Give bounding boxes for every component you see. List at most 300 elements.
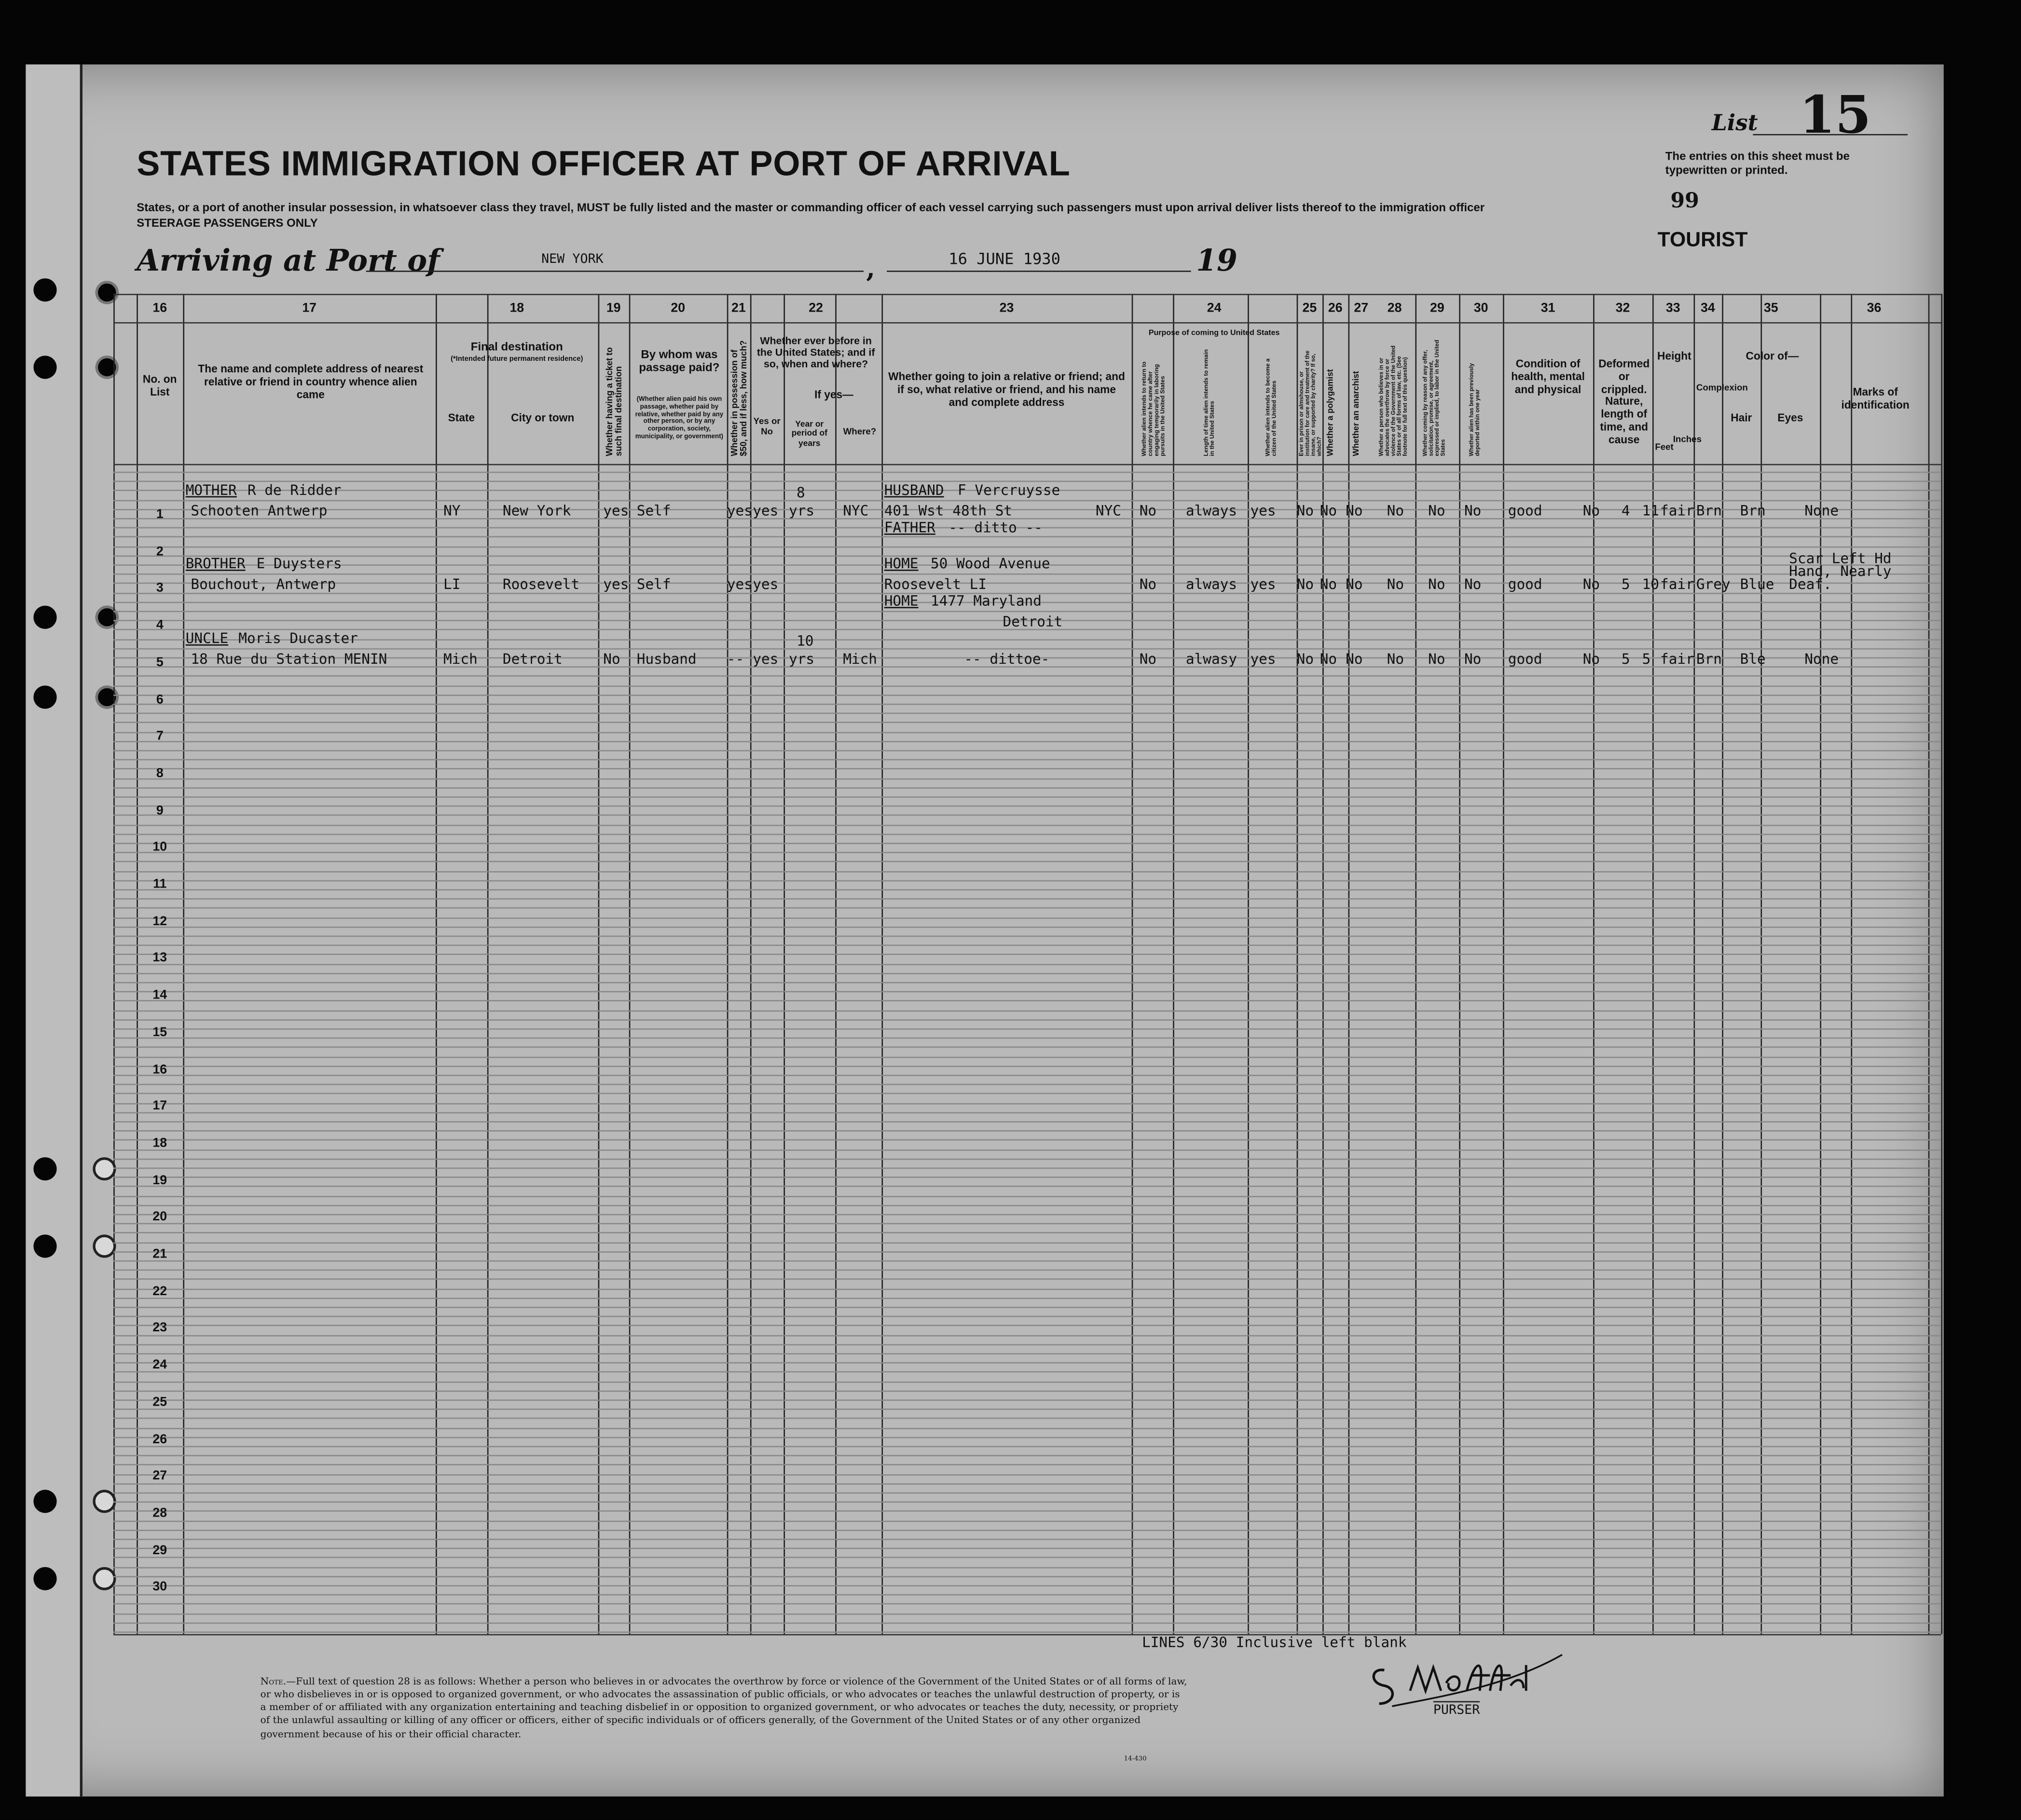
- row-number: 15: [152, 1026, 167, 1040]
- height-inches: 11: [1642, 502, 1660, 520]
- join-relationship: HOME: [884, 593, 919, 610]
- ruled-line: [113, 843, 1941, 844]
- ruled-line: [113, 1372, 1941, 1373]
- money-value: yes: [727, 502, 753, 520]
- height-inches: 10: [1642, 576, 1660, 593]
- ruled-line: [113, 1362, 1941, 1364]
- ruled-line: [113, 1344, 1941, 1345]
- passage-paid-by: Self: [636, 576, 671, 593]
- join-relationship: HUSBAND: [884, 482, 944, 499]
- money-value: yes: [727, 576, 753, 593]
- polygamist-value: No: [1320, 576, 1337, 593]
- row-number: 2: [156, 545, 164, 559]
- ruled-line: [113, 1066, 1941, 1067]
- header-hair: Hair: [1731, 411, 1752, 424]
- ruled-line: [113, 1325, 1941, 1327]
- header-city: City or town: [511, 411, 575, 424]
- ruled-line: [113, 1149, 1941, 1150]
- ruled-line: [113, 1186, 1941, 1188]
- join-name: 50 Wood Avenue: [930, 556, 1050, 573]
- typewritten-instruction: The entries on this sheet must be typewritten or printed.: [1665, 149, 1850, 177]
- complexion-value: fair: [1660, 502, 1694, 520]
- column-number-27: 27: [1354, 301, 1369, 316]
- ruled-line: [113, 815, 1941, 816]
- ruled-line: [113, 889, 1941, 890]
- deformed-value: No: [1582, 576, 1600, 593]
- header-color: Color of—: [1746, 349, 1799, 362]
- ruled-line: [113, 1214, 1941, 1216]
- ruled-line: [113, 1121, 1941, 1122]
- ruled-line: [113, 1316, 1941, 1317]
- ruled-line: [113, 1251, 1941, 1253]
- ruled-line: [113, 1631, 1941, 1633]
- header-ticket: Whether having a ticket to such final destination: [605, 347, 624, 456]
- page-title: STATES IMMIGRATION OFFICER AT PORT OF ARRIVAL: [137, 144, 1071, 183]
- join-city: NYC: [1095, 502, 1121, 520]
- ruled-line: [113, 1288, 1941, 1290]
- header-height: Height: [1657, 349, 1691, 362]
- column-number-18: 18: [509, 301, 524, 316]
- binder-hole: [33, 278, 56, 301]
- ruled-line: [113, 750, 1941, 752]
- column-number-23: 23: [999, 301, 1014, 316]
- identification-marks: Scar Left Hd: [1789, 550, 1892, 568]
- ruled-line: [113, 796, 1941, 798]
- column-number-16: 16: [152, 301, 167, 316]
- ruled-line: [113, 1112, 1941, 1113]
- join-address: Detroit: [1003, 613, 1063, 630]
- deported-value: No: [1464, 650, 1482, 668]
- column-number-25: 25: [1302, 301, 1317, 316]
- join-name: F Vercruysse: [957, 482, 1060, 499]
- relative-address: Schooten Antwerp: [191, 502, 328, 520]
- header-instructions: States, or a port of another insular possession, in whatsoever class they travel, MUST be fully listed and the master or commanding officer of each vessel carrying such passengers must upon arrival deliver lists thereof to the immigration officer: [137, 201, 1485, 214]
- ruled-line: [113, 1474, 1941, 1475]
- eye-color: Brn: [1740, 502, 1766, 520]
- length-of-stay: always: [1185, 576, 1237, 593]
- ruled-line: [113, 880, 1941, 881]
- ruled-line: [113, 741, 1941, 742]
- ruled-line: [113, 1307, 1941, 1308]
- join-address: Roosevelt LI: [884, 576, 987, 593]
- intends-return: No: [1139, 650, 1157, 668]
- relative-relationship: MOTHER: [185, 482, 237, 499]
- ruled-line: [113, 1399, 1941, 1401]
- destination-city: Roosevelt: [502, 576, 580, 593]
- complexion-value: fair: [1660, 576, 1694, 593]
- ruled-line: [113, 1585, 1941, 1587]
- row-number: 4: [156, 618, 164, 633]
- column-number-30: 30: [1473, 301, 1488, 316]
- row-number: 10: [152, 840, 167, 855]
- row-number: 3: [156, 581, 164, 596]
- ruled-line: [113, 1353, 1941, 1355]
- ruled-line: [113, 963, 1941, 965]
- ruled-line: [113, 945, 1941, 946]
- ruled-line: [113, 1390, 1941, 1392]
- ruled-line: [113, 676, 1941, 677]
- ruled-line: [113, 871, 1941, 872]
- ruled-line: [113, 1279, 1941, 1280]
- ruled-line: [113, 1232, 1941, 1234]
- ruled-line: [113, 694, 1941, 696]
- ruled-line: [113, 1622, 1941, 1624]
- purser-title: PURSER: [1433, 1701, 1480, 1718]
- health-value: good: [1508, 502, 1542, 520]
- column-number-29: 29: [1430, 301, 1444, 316]
- column-number-36: 36: [1867, 301, 1882, 316]
- ruled-line: [113, 1381, 1941, 1382]
- destination-city: Detroit: [502, 650, 563, 668]
- row-number: 21: [152, 1247, 167, 1262]
- header-passage-paid: By whom was passage paid?: [639, 348, 720, 374]
- ruled-line: [113, 1167, 1941, 1169]
- ruled-line: [113, 713, 1941, 714]
- header-eyes: Eyes: [1777, 411, 1803, 424]
- header-yes-no: Yes or No: [753, 417, 781, 437]
- row-number: 9: [156, 803, 164, 818]
- passage-paid-by: Husband: [636, 650, 697, 668]
- ruled-line: [113, 1464, 1941, 1466]
- row-number: 26: [152, 1432, 167, 1447]
- anarchist-value: No: [1346, 576, 1363, 593]
- join-name: 1477 Maryland: [930, 593, 1042, 610]
- ruled-line: [113, 546, 1941, 547]
- passage-paid-by: Self: [636, 502, 671, 520]
- ruled-line: [113, 1204, 1941, 1206]
- ruled-line: [113, 1242, 1941, 1243]
- list-underline: [1753, 134, 1908, 136]
- ruled-line: [113, 1158, 1941, 1160]
- column-number-28: 28: [1387, 301, 1402, 316]
- ruled-line: [113, 1594, 1941, 1596]
- destination-state: Mich: [443, 650, 478, 668]
- ruled-line: [113, 574, 1941, 575]
- join-relationship: HOME: [884, 556, 919, 573]
- header-purpose-length: Length of time alien intends to remain in the United States: [1202, 349, 1215, 456]
- polygamist-value: No: [1320, 650, 1337, 668]
- row-number: 11: [153, 877, 167, 892]
- eye-color: Ble: [1740, 650, 1766, 668]
- row-number: 1: [156, 507, 164, 522]
- identification-marks: None: [1804, 502, 1839, 520]
- column-number-22: 22: [809, 301, 823, 316]
- ruled-line: [113, 499, 1941, 501]
- ruled-line: [113, 1038, 1941, 1039]
- deported-value: No: [1464, 576, 1482, 593]
- row-number: 17: [152, 1099, 167, 1114]
- header-health: Condition of health, mental and physical: [1511, 357, 1585, 395]
- deported-value: No: [1464, 502, 1482, 520]
- intends-return: No: [1139, 576, 1157, 593]
- header-prison: Ever in prison or almshouse, or institution for care and treatment of the insane, or supported by charity? If so, which?: [1298, 350, 1322, 456]
- column-number-32: 32: [1615, 301, 1630, 316]
- ruled-line: [113, 536, 1941, 538]
- intends-citizen: yes: [1250, 576, 1276, 593]
- ruled-line: [113, 1548, 1941, 1549]
- been-before: yes: [753, 650, 779, 668]
- relative-name: E Duysters: [256, 556, 342, 573]
- ruled-line: [113, 1557, 1941, 1559]
- class-stamp: TOURIST: [1657, 229, 1748, 251]
- blank-lines-note: LINES 6/30 Inclusive left blank: [1142, 1634, 1407, 1651]
- intends-return: No: [1139, 502, 1157, 520]
- been-before: yes: [753, 502, 779, 520]
- ruled-line: [113, 834, 1941, 835]
- binder-hole: [33, 1157, 56, 1180]
- header-before-us: Whether ever before in the United States; and if so, when and where?: [756, 335, 875, 370]
- binder-hole: [93, 1490, 116, 1513]
- ruled-line: [113, 1483, 1941, 1484]
- ruled-line: [113, 806, 1941, 807]
- ruled-line: [113, 1084, 1941, 1085]
- prison-value: No: [1296, 576, 1314, 593]
- ruled-line: [113, 1446, 1941, 1448]
- ruled-line: [113, 852, 1941, 853]
- ruled-line: [113, 1094, 1941, 1095]
- header-overthrow: Whether a person who believes in or advocates the overthrow by force or violence of the Government of the United States or of all forms of law, etc. (See footnote for full text of this question): [1377, 345, 1408, 456]
- years-unit: yrs: [789, 502, 815, 520]
- ruled-line: [113, 1539, 1941, 1540]
- binder-hole: [93, 1234, 116, 1258]
- header-passage-note: (Whether alien paid his own passage, whether paid by relative, whether paid by any other person, or by any corporation, society, municipality, or government): [635, 396, 724, 441]
- years-count: 10: [797, 632, 814, 649]
- ruled-line: [113, 768, 1941, 770]
- ruled-line: [113, 862, 1941, 863]
- hair-color: Grey: [1696, 576, 1731, 593]
- ruled-line: [113, 1195, 1941, 1197]
- height-feet: 5: [1621, 576, 1630, 593]
- date-underline: [887, 271, 1191, 272]
- row-number: 16: [152, 1062, 167, 1077]
- header-state: State: [448, 411, 475, 424]
- height-feet: 4: [1621, 502, 1630, 520]
- header-deported: Whether alien has been previously deported within one year: [1468, 363, 1481, 456]
- header-money: Whether in possession of $50, and if less, how much?: [730, 340, 749, 456]
- ruled-line: [113, 1019, 1941, 1021]
- ruled-line: [113, 1520, 1941, 1521]
- column-number-24: 24: [1207, 301, 1222, 316]
- anarchist-value: No: [1346, 650, 1363, 668]
- complexion-value: fair: [1660, 650, 1694, 668]
- ruled-line: [113, 1223, 1941, 1225]
- years-count: 8: [797, 484, 805, 502]
- column-number-33: 33: [1665, 301, 1680, 316]
- comma: ,: [866, 252, 875, 284]
- polygamist-value: No: [1320, 502, 1337, 520]
- relative-address: 18 Rue du Station MENIN: [191, 650, 387, 668]
- header-polygamist: Whether a polygamist: [1326, 369, 1335, 456]
- header-deformed: Deformed or crippled. Nature, length of time, and cause: [1598, 357, 1650, 446]
- ruled-line: [113, 917, 1941, 918]
- header-feet: Feet: [1655, 443, 1674, 452]
- ruled-line: [113, 982, 1941, 984]
- ruled-line: [113, 778, 1941, 780]
- join-address: 401 Wst 48th St: [884, 502, 1013, 520]
- ruled-line: [113, 722, 1941, 724]
- length-of-stay: alwasy: [1185, 650, 1237, 668]
- binder-hole: [33, 1567, 56, 1590]
- row-number: 22: [152, 1284, 167, 1299]
- column-number-26: 26: [1328, 301, 1343, 316]
- ruled-line: [113, 1604, 1941, 1605]
- manifest-table: [113, 294, 1941, 1634]
- ruled-line: [113, 1028, 1941, 1030]
- join-relationship: FATHER: [884, 519, 935, 536]
- intends-citizen: yes: [1250, 502, 1276, 520]
- deformed-value: No: [1582, 502, 1600, 520]
- header-destination-note: (*Intended future permanent residence): [451, 356, 583, 364]
- row-number: 18: [152, 1136, 167, 1151]
- ruled-line: [113, 639, 1941, 640]
- row-number: 5: [156, 656, 164, 670]
- previous-where: Mich: [843, 650, 878, 668]
- row-number: 29: [152, 1543, 167, 1558]
- binder-hole: [33, 685, 56, 709]
- header-year-period: Year or period of years: [791, 420, 827, 449]
- ticket-value: No: [603, 650, 620, 668]
- row-number: 8: [156, 766, 164, 781]
- footnote-text: —Full text of question 28 is as follows: Whether a person who believes in or advocates the overthrow by force or violence of the Government of the United States or of all forms of law, or who disbelieves in or is opposed to organized government, or who advocates the assassination of public officials, or who advocates or teaches the unlawful destruction of property, or is a member of or affiliated with any organization entertaining and teaching disbelief in or opposition to organized government, or who advocates or teaches the duty, necessity, or propriety of the unlawful assaulting or killing of any officer or officers, either of specific individuals or of officers generally, of the Government of the United States or of any other organized government because of his or their official character.: [260, 1675, 1187, 1739]
- header-rule: [113, 464, 1941, 465]
- port-value: NEW YORK: [541, 252, 604, 267]
- header-purpose-citizen: Whether alien intends to become a citizen of the United States: [1264, 358, 1278, 456]
- ruled-line: [113, 1530, 1941, 1531]
- column-number-35: 35: [1763, 301, 1778, 316]
- ruled-line: [113, 1437, 1941, 1438]
- header-join-relative: Whether going to join a relative or friend; and if so, what relative or friend, and his name and complete address: [888, 369, 1125, 408]
- binder-hole: [33, 1490, 56, 1513]
- ruled-line: [113, 926, 1941, 928]
- identification-marks-2: Hand, Nearly: [1789, 563, 1892, 581]
- ruled-line: [113, 685, 1941, 686]
- header-nearest-relative: The name and complete address of nearest relative or friend in country whence alien came: [198, 362, 424, 400]
- relative-name: Moris Ducaster: [238, 629, 358, 647]
- ruled-line: [113, 1567, 1941, 1568]
- deformed-value: No: [1582, 650, 1600, 668]
- ruled-line: [113, 991, 1941, 993]
- ruled-line: [113, 787, 1941, 789]
- binder-hole: [93, 1567, 116, 1590]
- ruled-line: [113, 648, 1941, 649]
- binder-hole: [33, 356, 56, 379]
- overthrow-value: No: [1387, 502, 1404, 520]
- ruled-line: [113, 1418, 1941, 1420]
- footnote: [261, 1675, 1189, 1740]
- ruled-line: [113, 704, 1941, 705]
- relative-relationship: BROTHER: [185, 556, 246, 573]
- identification-marks: None: [1804, 650, 1839, 668]
- row-number: 24: [152, 1358, 167, 1373]
- ticket-value: yes: [603, 502, 629, 520]
- header-rule: [113, 294, 1941, 295]
- ruled-line: [113, 908, 1941, 909]
- row-number: 6: [156, 692, 164, 707]
- ruled-line: [113, 1177, 1941, 1178]
- ruled-line: [113, 472, 1941, 473]
- header-anarchist: Whether an anarchist: [1352, 371, 1361, 456]
- ruled-line: [113, 1576, 1941, 1577]
- ruled-line: [113, 936, 1941, 937]
- row-number: 25: [152, 1395, 167, 1410]
- header-inches: Inches: [1673, 436, 1702, 445]
- list-label: List: [1711, 110, 1758, 137]
- ruled-line: [113, 1103, 1941, 1104]
- length-of-stay: always: [1185, 502, 1237, 520]
- relative-address: Bouchout, Antwerp: [191, 576, 336, 593]
- ruled-line: [113, 1047, 1941, 1048]
- ticket-value: yes: [603, 576, 629, 593]
- steerage-label: STEERAGE PASSENGERS ONLY: [137, 216, 318, 230]
- relative-name: R de Ridder: [247, 482, 342, 499]
- header-no-on-list: No. on List: [142, 372, 177, 398]
- overthrow-value: No: [1387, 576, 1404, 593]
- port-underline: [366, 271, 864, 272]
- ruled-line: [113, 1260, 1941, 1262]
- destination-city: New York: [502, 502, 571, 520]
- page-number: 99: [1670, 188, 1699, 213]
- destination-state: NY: [443, 502, 461, 520]
- join-name: -- dittoe-: [964, 650, 1050, 668]
- ruled-line: [113, 1511, 1941, 1512]
- ruled-line: [113, 1335, 1941, 1336]
- ruled-line: [113, 899, 1941, 900]
- year-prefix: 19: [1196, 243, 1237, 279]
- join-name: -- ditto --: [949, 519, 1043, 536]
- arriving-label: Arriving at Port of: [137, 243, 440, 279]
- header-rule: [113, 322, 1941, 324]
- relative-relationship: UNCLE: [185, 629, 229, 647]
- row-number: 27: [152, 1469, 167, 1484]
- header-where: Where?: [843, 427, 877, 437]
- ruled-line: [113, 1140, 1941, 1141]
- header-purpose: Purpose of coming to United States: [1148, 329, 1280, 338]
- destination-state: LI: [443, 576, 461, 593]
- health-value: good: [1508, 576, 1542, 593]
- row-number: 30: [152, 1580, 167, 1595]
- header-final-destination: Final destination: [470, 340, 563, 354]
- ruled-line: [113, 1409, 1941, 1410]
- row-number: 19: [152, 1173, 167, 1188]
- been-before: yes: [753, 576, 779, 593]
- height-inches: 5: [1642, 650, 1651, 668]
- binder-hole: [93, 1157, 116, 1180]
- row-number: 12: [152, 915, 167, 929]
- contract-labor-value: No: [1428, 650, 1445, 668]
- overthrow-value: No: [1387, 650, 1404, 668]
- prison-value: No: [1296, 650, 1314, 668]
- hair-color: Brn: [1696, 650, 1722, 668]
- table-bottom-rule: [113, 1634, 1941, 1636]
- ruled-line: [113, 1427, 1941, 1429]
- column-number-19: 19: [606, 301, 621, 316]
- column-number-31: 31: [1540, 301, 1555, 316]
- header-complexion: Complexion: [1696, 384, 1748, 393]
- row-number: 14: [152, 988, 167, 1003]
- ruled-line: [113, 1502, 1941, 1503]
- ruled-line: [113, 954, 1941, 956]
- money-value: --: [727, 650, 744, 668]
- column-number-21: 21: [731, 301, 746, 316]
- ruled-line: [113, 611, 1941, 612]
- row-number: 7: [156, 729, 164, 744]
- prison-value: No: [1296, 502, 1314, 520]
- row-number: 20: [152, 1210, 167, 1225]
- header-marks: Marks of identification: [1841, 385, 1910, 411]
- binder-hole: [33, 606, 56, 629]
- row-number: 28: [152, 1506, 167, 1521]
- intends-citizen: yes: [1250, 650, 1276, 668]
